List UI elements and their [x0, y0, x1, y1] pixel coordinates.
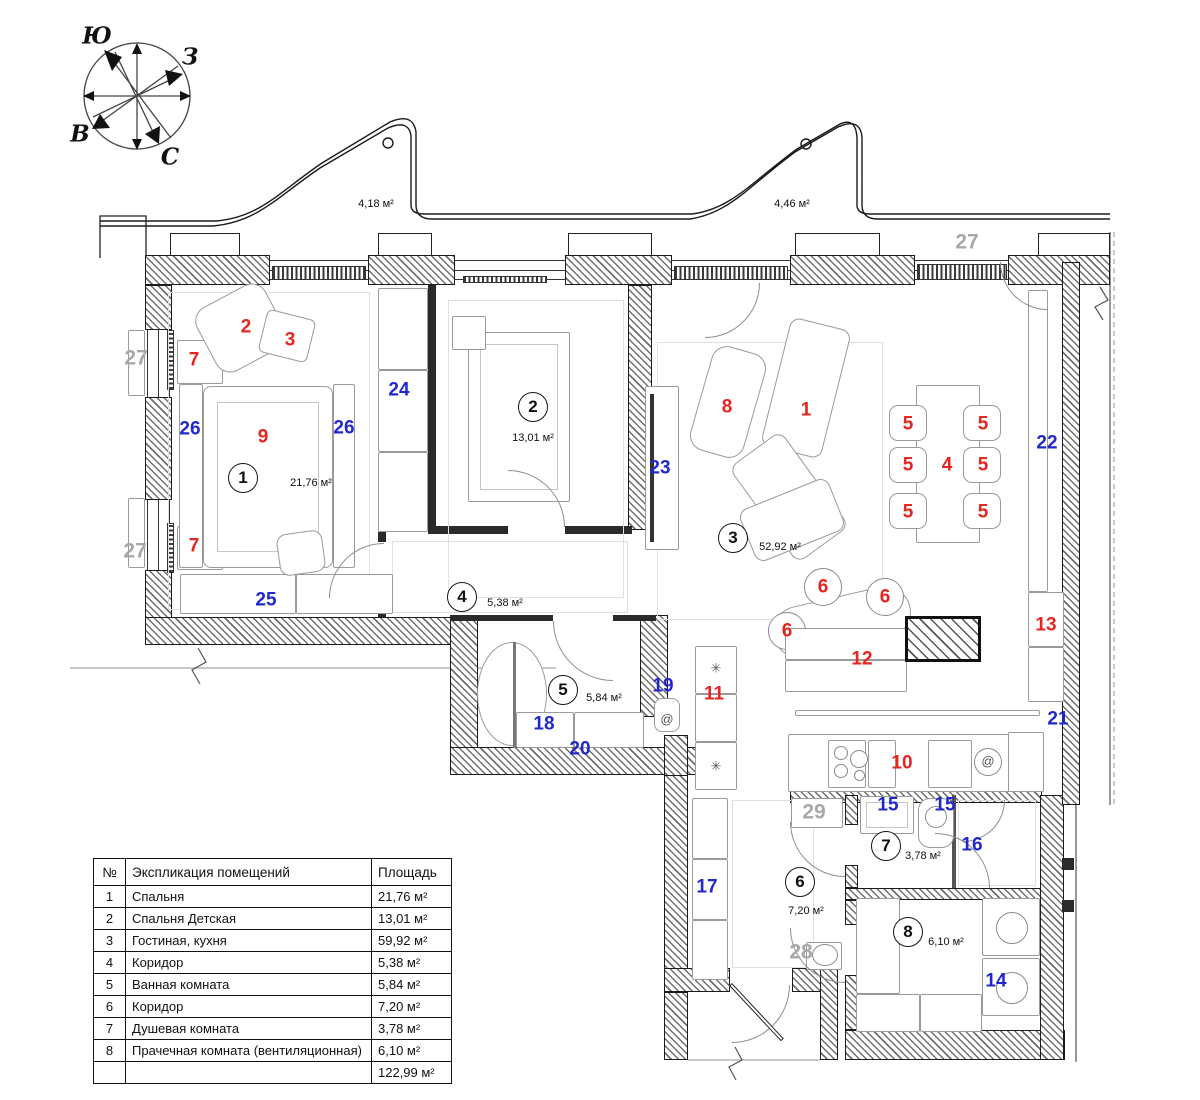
furniture-number: 2 — [240, 316, 252, 338]
legend-total-area: 122,99 м² — [372, 1062, 452, 1084]
joinery-number: 17 — [696, 876, 718, 898]
legend-cell: 5 — [94, 974, 126, 996]
bedside-column — [333, 384, 355, 568]
legend-cell: Коридор — [126, 952, 372, 974]
furniture-number: 6 — [781, 620, 793, 642]
legend-row — [94, 886, 452, 908]
room-number-badge: 4 — [447, 582, 477, 612]
legend-cell: Душевая комната — [126, 1018, 372, 1040]
kitchen-island — [785, 660, 907, 692]
wall — [565, 255, 672, 285]
window-sill — [463, 276, 547, 283]
cabinet-section — [1028, 647, 1064, 702]
boundary-lines — [1076, 232, 1114, 1062]
burner — [854, 770, 865, 781]
wall — [145, 255, 270, 285]
room-number-badge: 1 — [228, 463, 258, 493]
balcony-parapet — [100, 119, 1110, 226]
room-number-badge: 8 — [893, 917, 923, 947]
legend-cell: 8 — [94, 1040, 126, 1062]
furniture-number: 5 — [902, 454, 914, 476]
legend-table — [93, 858, 452, 1084]
wardrobe-section — [378, 288, 428, 370]
legend-cell: Коридор — [126, 996, 372, 1018]
furniture-number: 5 — [902, 413, 914, 435]
balcony-area-label: 4,18 м² — [358, 198, 394, 210]
balcony-area-label: 4,46 м² — [774, 198, 810, 210]
wall — [1040, 795, 1064, 1060]
legend-cell: 3 — [94, 930, 126, 952]
furniture-number: 3 — [284, 329, 296, 351]
laundry-counter — [920, 994, 982, 1032]
reference-number: 29 — [802, 800, 826, 824]
joinery-number: 20 — [569, 738, 591, 760]
room-area-label: 5,38 м² — [487, 597, 523, 609]
legend-cell: Ванная комната — [126, 974, 372, 996]
laundry-cabinet — [856, 898, 900, 994]
wall — [845, 1030, 1065, 1060]
legend-cell: 7 — [94, 1018, 126, 1040]
fixture-glyph: ✳ — [710, 660, 722, 676]
wall — [790, 255, 915, 285]
laundry-counter — [856, 994, 920, 1032]
door-arc — [1000, 262, 1048, 310]
legend-cell: 13,01 м² — [372, 908, 452, 930]
compass-arrowheads — [83, 43, 191, 150]
legend-cell: Спальня Детская — [126, 908, 372, 930]
legend-cell: 6,10 м² — [372, 1040, 452, 1062]
joinery-number: 21 — [1047, 708, 1069, 730]
partition — [613, 615, 656, 621]
joinery-number: 25 — [255, 589, 277, 611]
compass-letter: З — [181, 43, 199, 71]
burner — [850, 750, 868, 768]
room-area-label: 52,92 м² — [759, 541, 801, 553]
wall — [845, 795, 858, 825]
burner — [834, 746, 848, 760]
furniture-number: 11 — [703, 683, 725, 705]
joinery-number: 23 — [649, 457, 671, 479]
socket-box — [1062, 900, 1074, 912]
partition — [378, 532, 386, 542]
corner-step — [100, 216, 146, 258]
legend-cell: 5,38 м² — [372, 952, 452, 974]
legend-cell: Гостиная, кухня — [126, 930, 372, 952]
legend-cell: 7,20 м² — [372, 996, 452, 1018]
radiator — [272, 266, 366, 280]
furniture-number: 6 — [817, 576, 829, 598]
radiator — [917, 264, 1007, 280]
furniture-number: 5 — [977, 454, 989, 476]
compass-letter: В — [70, 120, 90, 148]
fixture-glyph: ✳ — [710, 758, 722, 774]
wall — [664, 735, 688, 780]
joinery-number: 22 — [1036, 432, 1058, 454]
legend-cell: 4 — [94, 952, 126, 974]
room-number-badge: 5 — [548, 675, 578, 705]
legend-row — [94, 996, 452, 1018]
reference-number: 28 — [789, 940, 813, 964]
wardrobe-section — [378, 452, 428, 532]
furniture-number: 13 — [1035, 614, 1057, 636]
furniture-number: 10 — [891, 752, 913, 774]
room-area-label: 13,01 м² — [512, 432, 554, 444]
room-area-label: 21,76 м² — [290, 477, 332, 489]
fixture-glyph: @ — [981, 753, 995, 769]
door-arc — [705, 283, 760, 338]
island-hob — [905, 616, 981, 662]
compass-letter: С — [160, 143, 180, 171]
legend-cell: 1 — [94, 886, 126, 908]
wall — [368, 255, 455, 285]
legend-header: Площадь — [372, 859, 452, 886]
legend-cell: Спальня — [126, 886, 372, 908]
pilaster — [170, 233, 240, 256]
radiator — [674, 266, 788, 280]
desk — [180, 574, 296, 614]
joinery-number: 15 — [877, 794, 899, 816]
legend-cell: 21,76 м² — [372, 886, 452, 908]
furniture-number: 7 — [188, 349, 200, 371]
furniture-number: 9 — [257, 426, 269, 448]
kitchen-island — [785, 628, 907, 660]
room-number-badge: 3 — [718, 523, 748, 553]
legend-cell: 5,84 м² — [372, 974, 452, 996]
room-number-badge: 2 — [518, 392, 548, 422]
pilaster — [795, 233, 880, 256]
door-arc — [553, 621, 613, 681]
joinery-number: 16 — [961, 834, 983, 856]
legend-cell — [94, 1062, 126, 1084]
room-number-badge: 6 — [785, 867, 815, 897]
legend-header: № — [94, 859, 126, 886]
dishwasher-module — [928, 740, 972, 788]
legend-cell: 2 — [94, 908, 126, 930]
socket-box — [1062, 858, 1074, 870]
furniture-number: 1 — [800, 399, 812, 421]
fixture-glyph: @ — [660, 711, 674, 727]
end-cabinet — [1008, 732, 1044, 792]
legend-row — [94, 974, 452, 996]
reference-number: 27 — [123, 539, 147, 563]
wall — [664, 992, 688, 1060]
legend-total-row — [94, 1062, 452, 1084]
joinery-number: 26 — [333, 417, 355, 439]
washer-door — [996, 912, 1028, 944]
room-area-label: 7,20 м² — [788, 905, 824, 917]
joinery-number: 24 — [388, 379, 410, 401]
legend-row — [94, 908, 452, 930]
joinery-number: 14 — [985, 970, 1007, 992]
wall-shelf — [795, 710, 1040, 716]
legend-row — [94, 952, 452, 974]
furniture-number: 6 — [879, 586, 891, 608]
furniture-number: 5 — [977, 501, 989, 523]
furniture-number: 5 — [902, 501, 914, 523]
legend-cell: 59,92 м² — [372, 930, 452, 952]
room-area-label: 6,10 м² — [928, 936, 964, 948]
reference-number: 27 — [124, 346, 148, 370]
crib-mattress — [480, 344, 558, 490]
legend-row — [94, 1040, 452, 1062]
compass-rose — [84, 43, 190, 149]
legend-cell — [126, 1062, 372, 1084]
furniture-number: 8 — [721, 396, 733, 418]
hall-wardrobe — [692, 798, 728, 859]
joinery-number: 19 — [652, 675, 674, 697]
legend-cell: 3,78 м² — [372, 1018, 452, 1040]
furniture-number: 5 — [977, 413, 989, 435]
pilaster — [378, 233, 432, 256]
pilaster — [568, 233, 652, 256]
kitchen-counter — [788, 734, 1044, 792]
furniture-number: 12 — [851, 648, 873, 670]
hall-wardrobe — [692, 920, 728, 980]
room-area-label: 5,84 м² — [586, 692, 622, 704]
legend-row — [94, 1018, 452, 1040]
legend-cell: Прачечная комната (вентиляционная) — [126, 1040, 372, 1062]
pilaster — [1038, 233, 1110, 256]
furniture-number: 7 — [188, 535, 200, 557]
wall — [845, 865, 858, 888]
legend-cell: 6 — [94, 996, 126, 1018]
side-table — [452, 316, 486, 350]
room-area-label: 3,78 м² — [905, 850, 941, 862]
partition — [450, 615, 553, 621]
joinery-number: 26 — [179, 418, 201, 440]
legend-header: Экспликация помещений — [126, 859, 372, 886]
wall — [145, 617, 478, 645]
reference-number: 27 — [955, 230, 979, 254]
joinery-number: 15 — [934, 794, 956, 816]
partition — [428, 285, 436, 532]
room-number-badge: 7 — [871, 831, 901, 861]
burner — [834, 764, 848, 778]
compass-letter: Ю — [82, 22, 112, 50]
legend-header-row — [94, 859, 452, 886]
furniture-number: 4 — [941, 454, 953, 476]
joinery-number: 18 — [533, 713, 555, 735]
legend-row — [94, 930, 452, 952]
desk-chair — [275, 529, 326, 577]
